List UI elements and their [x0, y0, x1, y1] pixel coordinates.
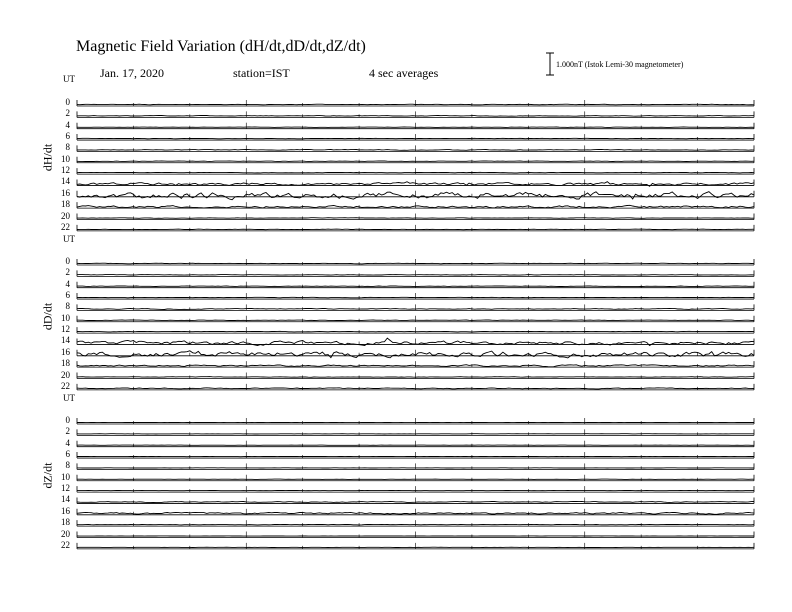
hour-label: 2: [65, 108, 70, 119]
hour-label: 18: [61, 358, 70, 369]
hour-label: 8: [65, 460, 70, 471]
ut-label-dd: UT: [63, 234, 75, 244]
hour-label: 22: [61, 221, 70, 232]
panel-label-dh: dH/dt: [40, 143, 55, 172]
panel-label-dd: dD/dt: [40, 302, 55, 331]
trace-dHdt-hour-20: [77, 218, 754, 219]
hour-label: 14: [61, 494, 70, 505]
hour-label: 14: [61, 335, 70, 346]
hour-label: 22: [61, 539, 70, 550]
hour-label: 18: [61, 517, 70, 528]
hour-label: 0: [65, 256, 70, 266]
hour-label: 10: [61, 471, 70, 482]
trace-dDdt-hour-4: [77, 286, 754, 287]
trace-dHdt-hour-0: [77, 104, 754, 105]
hour-label: 20: [61, 528, 70, 539]
hour-label: 16: [61, 346, 70, 357]
hour-label: 6: [65, 131, 70, 142]
scale-bar-icon: [546, 53, 554, 75]
hour-label: 2: [65, 267, 70, 278]
scale-bar-label: 1.000nT (Istok Lemi-30 magnetometer): [556, 60, 684, 69]
trace-dHdt-hour-22: [77, 229, 754, 230]
trace-dHdt-hour-12: [77, 172, 754, 173]
trace-dDdt-hour-0: [77, 263, 754, 264]
hour-label: 4: [65, 278, 70, 289]
hour-label: 12: [61, 483, 70, 494]
hour-label: 14: [61, 176, 70, 187]
trace-dDdt-hour-6: [77, 297, 754, 298]
trace-dDdt-hour-10: [77, 320, 754, 321]
hour-label: 16: [61, 187, 70, 198]
hour-label: 0: [65, 415, 70, 425]
hour-label: 4: [65, 119, 70, 130]
hour-label: 22: [61, 380, 70, 391]
hour-label: 18: [61, 199, 70, 210]
ut-label-dh: UT: [63, 74, 75, 84]
trace-dHdt-hour-2: [77, 116, 754, 117]
trace-dDdt-hour-2: [77, 275, 754, 276]
hour-label: 8: [65, 301, 70, 312]
hour-label: 8: [65, 142, 70, 153]
hour-label: 20: [61, 210, 70, 221]
hour-label: 16: [61, 505, 70, 516]
trace-dHdt-hour-6: [77, 138, 754, 139]
hour-label: 10: [61, 312, 70, 323]
station-label: station=IST: [233, 66, 290, 80]
hour-label: 12: [61, 165, 70, 176]
ut-label-dz: UT: [63, 393, 75, 403]
panel-label-dz: dZ/dt: [40, 462, 55, 489]
hour-label: 4: [65, 437, 70, 448]
hour-label: 0: [65, 97, 70, 107]
trace-dZdt-hour-18: [77, 524, 754, 525]
hour-label: 20: [61, 369, 70, 380]
hour-label: 6: [65, 449, 70, 460]
trace-dDdt-hour-12: [77, 331, 754, 332]
chart-title: Magnetic Field Variation (dH/dt,dD/dt,dZ/dt): [76, 38, 366, 55]
hour-label: 12: [61, 324, 70, 335]
hour-label: 10: [61, 153, 70, 164]
date-label: Jan. 17, 2020: [100, 66, 164, 80]
averaging-label: 4 sec averages: [369, 66, 439, 80]
hour-label: 6: [65, 290, 70, 301]
trace-dHdt-hour-10: [77, 161, 754, 162]
hour-label: 2: [65, 426, 70, 437]
